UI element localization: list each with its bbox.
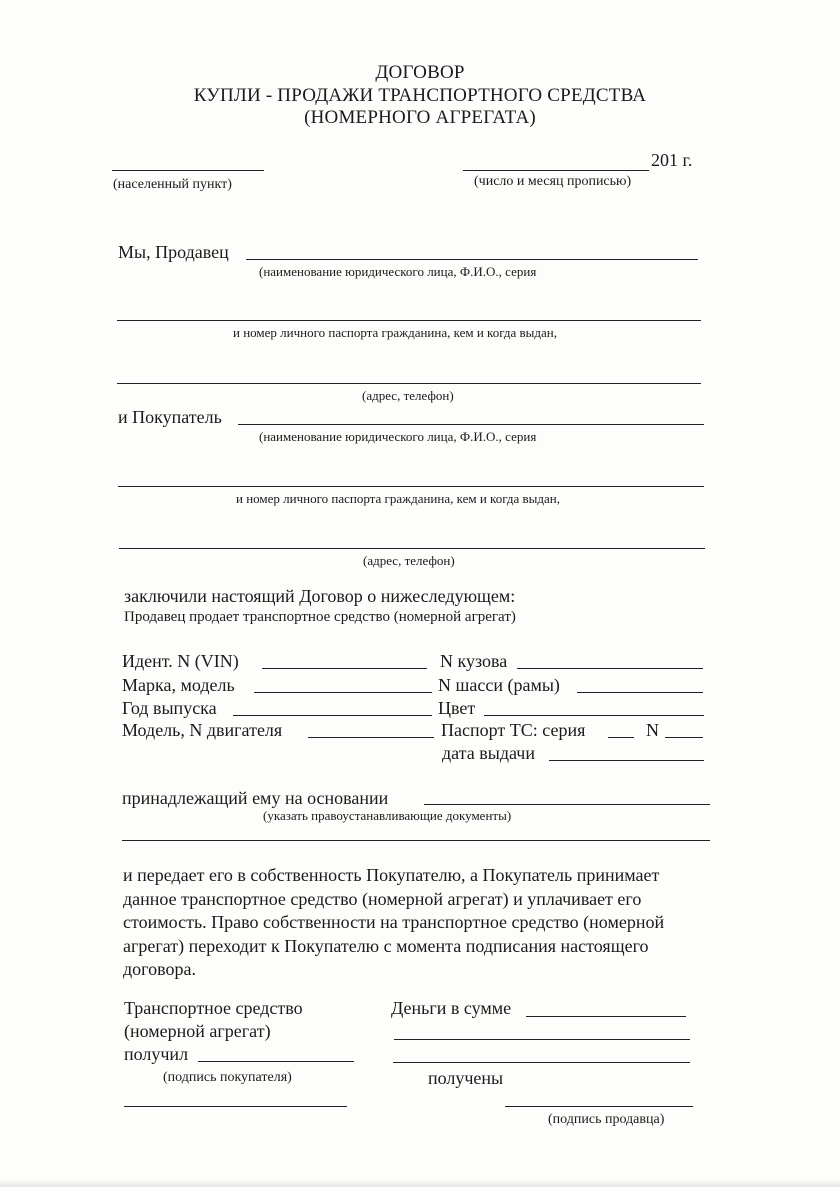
make-model-label: Марка, модель (122, 675, 235, 695)
buyer-extra-line[interactable] (124, 1106, 347, 1107)
vin-line[interactable] (262, 668, 427, 669)
scan-edge-shadow (0, 1179, 840, 1187)
vin-label: Идент. N (VIN) (122, 651, 239, 671)
place-caption: (населенный пункт) (113, 177, 232, 192)
buyer-name-line[interactable] (238, 424, 704, 425)
buyer-label: и Покупатель (118, 407, 222, 427)
seller-sign-caption: (подпись продавца) (548, 1112, 665, 1127)
vehicle-sign-line-1: Транспортное средство (124, 998, 303, 1018)
buyer-passport-line[interactable] (118, 486, 704, 487)
vehicle-sign-line-2: (номерной агрегат) (124, 1021, 271, 1041)
buyer-sign-caption: (подпись покупателя) (163, 1070, 292, 1085)
chassis-line[interactable] (577, 692, 703, 693)
engine-label: Модель, N двигателя (122, 720, 283, 740)
passport-series-label: Паспорт ТС: серия (441, 720, 586, 740)
issue-date-label: дата выдачи (442, 743, 535, 763)
seller-caption-1: (наименование юридического лица, Ф.И.О., серия (259, 264, 537, 279)
body-no-line[interactable] (517, 668, 703, 669)
money-line-1[interactable] (526, 1016, 686, 1017)
buyer-caption-2: и номер личного паспорта гражданина, кем и когда выдан, (236, 491, 560, 506)
ownership-line[interactable] (424, 804, 710, 805)
buyer-signature-line[interactable] (198, 1061, 354, 1062)
seller-passport-line[interactable] (117, 320, 701, 321)
ownership-label: принадлежащий ему на основании (122, 788, 389, 808)
year-label: 201 г. (651, 150, 693, 170)
chassis-label: N шасси (рамы) (438, 675, 560, 695)
passport-number-line[interactable] (665, 737, 703, 738)
seller-caption-2: и номер личного паспорта гражданина, кем и когда выдан, (233, 325, 557, 340)
agreement-intro: заключили настоящий Договор о нижеследующем: (124, 586, 516, 606)
seller-caption-3: (адрес, телефон) (362, 388, 454, 403)
color-line[interactable] (484, 715, 704, 716)
seller-address-line[interactable] (117, 383, 701, 384)
engine-line[interactable] (308, 737, 434, 738)
seller-name-line[interactable] (246, 259, 698, 260)
make-model-line[interactable] (254, 692, 432, 693)
passport-number-label: N (646, 720, 659, 740)
date-caption: (число и месяц прописью) (474, 174, 632, 189)
seller-signature-line[interactable] (505, 1106, 693, 1107)
received-label: получил (124, 1044, 189, 1064)
year-made-line[interactable] (233, 715, 432, 716)
transfer-paragraph: и передает его в собственность Покупателю, а Покупатель принимает данное транспортное средство (номерной агрегат) и уплачивает его стоимость. Право собственности на транспортное средство (номерной агрегат) переходит к Покупателю с момента подписания настоящего договора. (123, 865, 665, 979)
seller-label: Мы, Продавец (118, 242, 229, 262)
year-made-label: Год выпуска (122, 698, 217, 718)
ownership-line-2[interactable] (122, 840, 710, 841)
agreement-sub: Продавец продает транспортное средство (номерной агрегат) (124, 609, 516, 625)
title-line-3: (НОМЕРНОГО АГРЕГАТА) (304, 107, 536, 128)
title-line-1: ДОГОВОР (375, 62, 465, 83)
body-no-label: N кузова (440, 651, 508, 671)
date-line[interactable] (463, 170, 649, 171)
money-label: Деньги в сумме (391, 998, 512, 1018)
title-line-2: КУПЛИ - ПРОДАЖИ ТРАНСПОРТНОГО СРЕДСТВА (193, 85, 647, 106)
money-line-3[interactable] (393, 1062, 690, 1063)
money-line-2[interactable] (394, 1039, 690, 1040)
passport-series-line[interactable] (608, 737, 634, 738)
buyer-address-line[interactable] (119, 548, 705, 549)
issue-date-line[interactable] (549, 760, 704, 761)
ownership-caption: (указать правоустанавливающие документы) (263, 808, 512, 823)
place-line[interactable] (112, 170, 264, 171)
color-label: Цвет (438, 698, 476, 718)
money-received-label: получены (428, 1068, 504, 1088)
buyer-caption-1: (наименование юридического лица, Ф.И.О., серия (259, 429, 537, 444)
buyer-caption-3: (адрес, телефон) (363, 553, 455, 568)
